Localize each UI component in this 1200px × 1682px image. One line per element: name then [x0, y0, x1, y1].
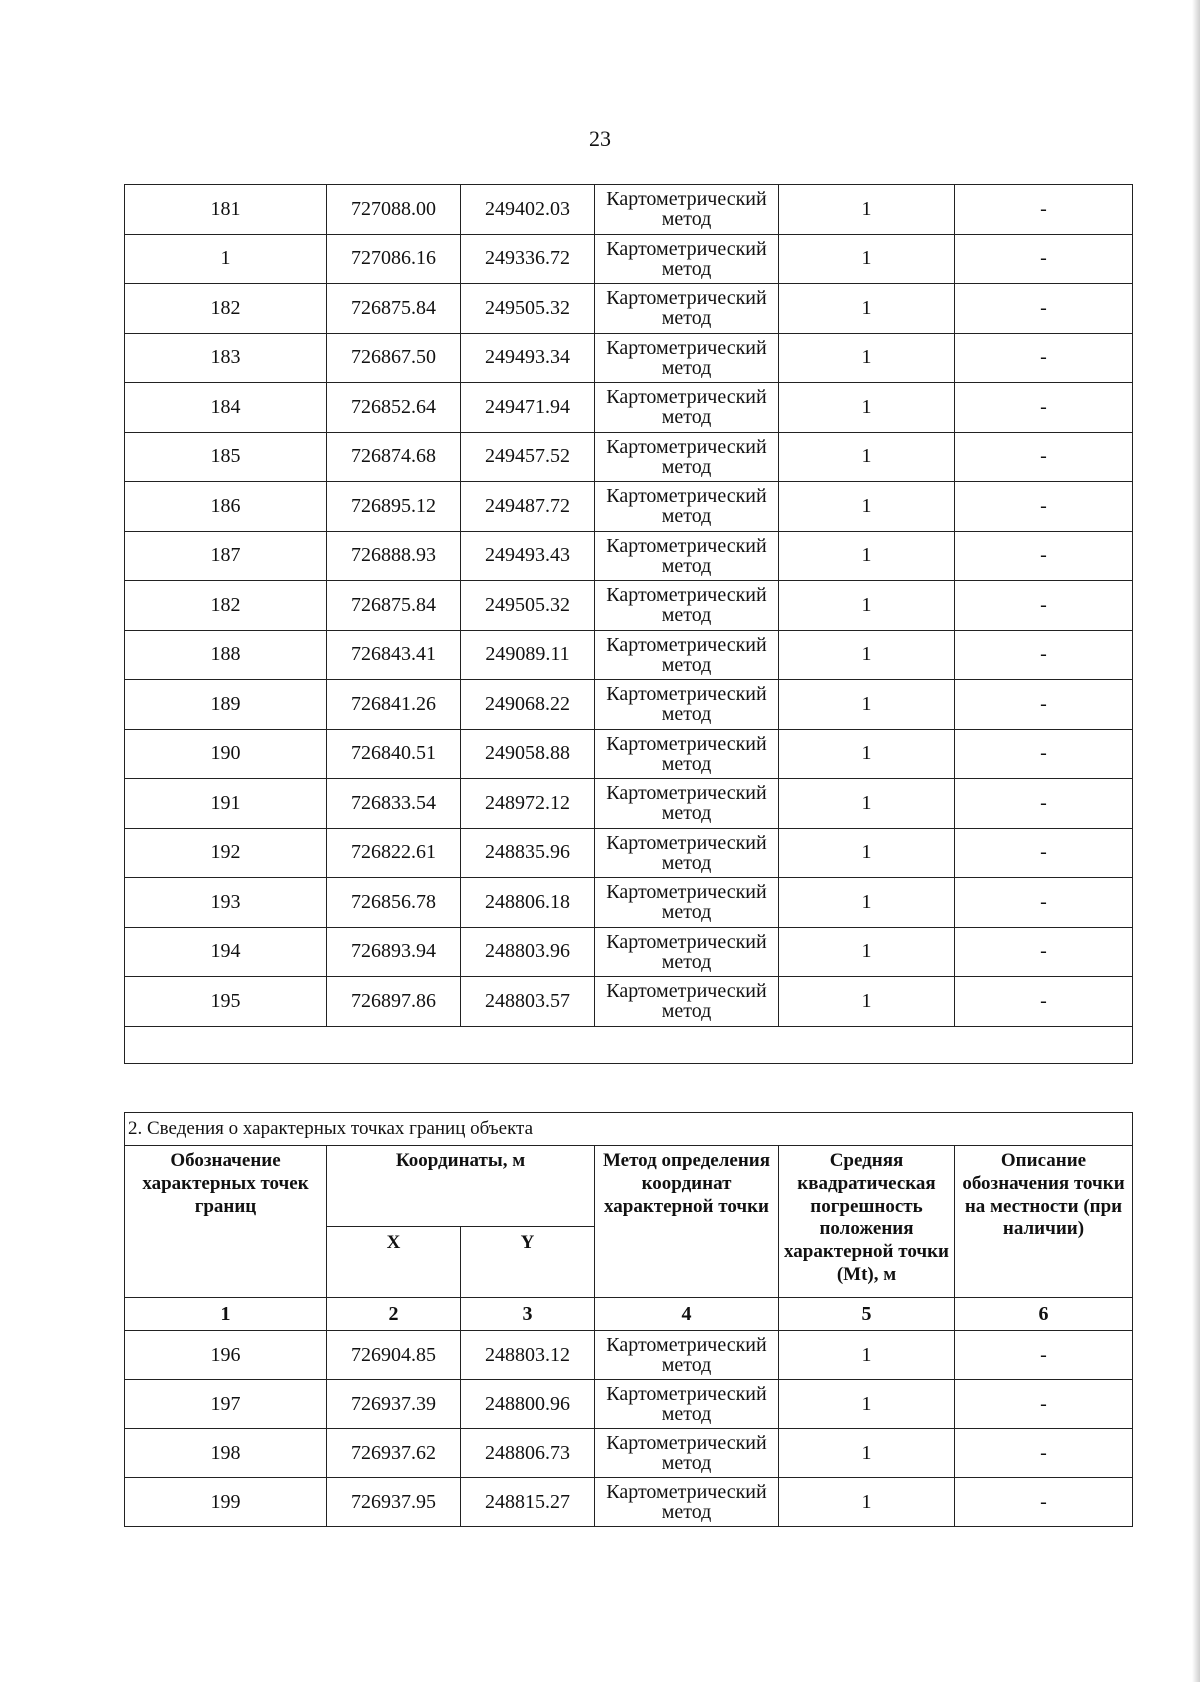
cell-x: 726843.41	[327, 630, 461, 680]
table-caption: 2. Сведения о характерных точках границ объекта	[125, 1113, 1133, 1146]
cell-description: -	[955, 680, 1133, 730]
cell-point: 196	[125, 1331, 327, 1380]
cell-x: 726937.39	[327, 1380, 461, 1429]
cell-mt: 1	[779, 531, 955, 581]
cell-method: Картометрический метод	[595, 284, 779, 334]
cell-method: Картометрический метод	[595, 828, 779, 878]
cell-method: Картометрический метод	[595, 581, 779, 631]
cell-y: 248803.96	[461, 927, 595, 977]
cell-description: -	[955, 581, 1133, 631]
cell-x: 726875.84	[327, 581, 461, 631]
table-row	[125, 680, 1133, 730]
table1-body	[125, 185, 1133, 1064]
cell-y: 249058.88	[461, 729, 595, 779]
header-coordinates: Координаты, м	[327, 1146, 595, 1227]
header-x: X	[327, 1227, 461, 1298]
table-row	[125, 729, 1133, 779]
column-number: 3	[461, 1298, 595, 1331]
column-number: 5	[779, 1298, 955, 1331]
cell-y: 248972.12	[461, 779, 595, 829]
cell-description: -	[955, 482, 1133, 532]
cell-description: -	[955, 1429, 1133, 1478]
cell-mt: 1	[779, 1331, 955, 1380]
cell-description: -	[955, 878, 1133, 928]
cell-y: 248803.12	[461, 1331, 595, 1380]
cell-y: 248806.18	[461, 878, 595, 928]
cell-mt: 1	[779, 234, 955, 284]
table-row	[125, 977, 1133, 1027]
cell-point: 181	[125, 185, 327, 235]
boundary-points-table	[124, 1112, 1133, 1527]
cell-x: 726888.93	[327, 531, 461, 581]
boundary-points-table-continued	[124, 184, 1133, 1064]
column-numbers-row	[125, 1298, 1133, 1331]
cell-mt: 1	[779, 333, 955, 383]
cell-y: 249457.52	[461, 432, 595, 482]
cell-point: 190	[125, 729, 327, 779]
table-row	[125, 432, 1133, 482]
cell-point: 186	[125, 482, 327, 532]
cell-y: 249402.03	[461, 185, 595, 235]
table-row	[125, 383, 1133, 433]
cell-description: -	[955, 1331, 1133, 1380]
cell-y: 248800.96	[461, 1380, 595, 1429]
cell-point: 197	[125, 1380, 327, 1429]
cell-point: 187	[125, 531, 327, 581]
header-method: Метод определения координат характерной точки	[595, 1146, 779, 1298]
table-row	[125, 779, 1133, 829]
column-number: 6	[955, 1298, 1133, 1331]
table-row	[125, 531, 1133, 581]
cell-mt: 1	[779, 828, 955, 878]
cell-x: 726841.26	[327, 680, 461, 730]
cell-x: 726937.62	[327, 1429, 461, 1478]
cell-point: 198	[125, 1429, 327, 1478]
column-number: 4	[595, 1298, 779, 1331]
table-caption-row	[125, 1113, 1133, 1146]
cell-point: 185	[125, 432, 327, 482]
cell-method: Картометрический метод	[595, 729, 779, 779]
cell-description: -	[955, 779, 1133, 829]
cell-point: 182	[125, 284, 327, 334]
cell-description: -	[955, 729, 1133, 779]
cell-x: 726840.51	[327, 729, 461, 779]
cell-y: 249089.11	[461, 630, 595, 680]
cell-y: 248835.96	[461, 828, 595, 878]
column-number: 2	[327, 1298, 461, 1331]
table-row	[125, 234, 1133, 284]
cell-x: 726867.50	[327, 333, 461, 383]
header-y: Y	[461, 1227, 595, 1298]
header-description: Описание обозначения точки на местности (при наличии)	[955, 1146, 1133, 1298]
cell-x: 727086.16	[327, 234, 461, 284]
page-number: 23	[589, 126, 611, 151]
cell-x: 726904.85	[327, 1331, 461, 1380]
scan-edge-shadow	[1192, 0, 1200, 1682]
cell-point: 189	[125, 680, 327, 730]
cell-mt: 1	[779, 581, 955, 631]
table-row	[125, 333, 1133, 383]
cell-y: 249471.94	[461, 383, 595, 433]
cell-y: 248803.57	[461, 977, 595, 1027]
cell-description: -	[955, 1380, 1133, 1429]
cell-description: -	[955, 630, 1133, 680]
cell-y: 249068.22	[461, 680, 595, 730]
table-row	[125, 1331, 1133, 1380]
header-point: Обозначение характерных точек границ	[125, 1146, 327, 1298]
cell-method: Картометрический метод	[595, 1380, 779, 1429]
cell-y: 249493.43	[461, 531, 595, 581]
cell-method: Картометрический метод	[595, 432, 779, 482]
cell-point: 195	[125, 977, 327, 1027]
header-row	[125, 1146, 1133, 1227]
cell-description: -	[955, 977, 1133, 1027]
cell-method: Картометрический метод	[595, 927, 779, 977]
table-row	[125, 284, 1133, 334]
cell-method: Картометрический метод	[595, 234, 779, 284]
cell-mt: 1	[779, 284, 955, 334]
cell-mt: 1	[779, 729, 955, 779]
cell-mt: 1	[779, 779, 955, 829]
cell-description: -	[955, 234, 1133, 284]
cell-point: 182	[125, 581, 327, 631]
cell-mt: 1	[779, 630, 955, 680]
cell-x: 727088.00	[327, 185, 461, 235]
cell-method: Картометрический метод	[595, 1478, 779, 1527]
cell-method: Картометрический метод	[595, 680, 779, 730]
cell-point: 194	[125, 927, 327, 977]
cell-mt: 1	[779, 927, 955, 977]
cell-y: 249336.72	[461, 234, 595, 284]
cell-mt: 1	[779, 878, 955, 928]
cell-point: 188	[125, 630, 327, 680]
table-row	[125, 482, 1133, 532]
cell-method: Картометрический метод	[595, 1331, 779, 1380]
column-number: 1	[125, 1298, 327, 1331]
table-row	[125, 630, 1133, 680]
cell-x: 726893.94	[327, 927, 461, 977]
cell-x: 726852.64	[327, 383, 461, 433]
header-mt: Средняя квадратическая погрешность положения характерной точки (Mt), м	[779, 1146, 955, 1298]
cell-point: 199	[125, 1478, 327, 1527]
cell-mt: 1	[779, 680, 955, 730]
cell-mt: 1	[779, 1429, 955, 1478]
cell-description: -	[955, 432, 1133, 482]
cell-method: Картометрический метод	[595, 977, 779, 1027]
cell-mt: 1	[779, 383, 955, 433]
cell-mt: 1	[779, 977, 955, 1027]
cell-x: 726895.12	[327, 482, 461, 532]
table-row	[125, 1478, 1133, 1527]
cell-description: -	[955, 185, 1133, 235]
cell-method: Картометрический метод	[595, 333, 779, 383]
cell-point: 191	[125, 779, 327, 829]
cell-method: Картометрический метод	[595, 779, 779, 829]
cell-y: 249505.32	[461, 284, 595, 334]
table-row	[125, 185, 1133, 235]
cell-x: 726833.54	[327, 779, 461, 829]
cell-description: -	[955, 383, 1133, 433]
cell-point: 193	[125, 878, 327, 928]
cell-x: 726875.84	[327, 284, 461, 334]
cell-method: Картометрический метод	[595, 531, 779, 581]
empty-cell	[125, 1026, 1133, 1063]
table-row	[125, 878, 1133, 928]
cell-method: Картометрический метод	[595, 630, 779, 680]
cell-point: 192	[125, 828, 327, 878]
cell-x: 726937.95	[327, 1478, 461, 1527]
cell-point: 184	[125, 383, 327, 433]
cell-method: Картометрический метод	[595, 185, 779, 235]
table2-body	[125, 1113, 1133, 1527]
cell-x: 726822.61	[327, 828, 461, 878]
cell-mt: 1	[779, 185, 955, 235]
empty-row	[125, 1026, 1133, 1063]
table-row	[125, 1429, 1133, 1478]
cell-description: -	[955, 1478, 1133, 1527]
cell-y: 248815.27	[461, 1478, 595, 1527]
cell-point: 183	[125, 333, 327, 383]
table-row	[125, 828, 1133, 878]
cell-x: 726874.68	[327, 432, 461, 482]
cell-point: 1	[125, 234, 327, 284]
cell-mt: 1	[779, 482, 955, 532]
table-row	[125, 1380, 1133, 1429]
cell-description: -	[955, 531, 1133, 581]
cell-description: -	[955, 828, 1133, 878]
cell-y: 248806.73	[461, 1429, 595, 1478]
cell-mt: 1	[779, 432, 955, 482]
table-row	[125, 581, 1133, 631]
table-row	[125, 927, 1133, 977]
cell-x: 726897.86	[327, 977, 461, 1027]
cell-description: -	[955, 333, 1133, 383]
cell-method: Картометрический метод	[595, 383, 779, 433]
cell-y: 249493.34	[461, 333, 595, 383]
cell-method: Картометрический метод	[595, 1429, 779, 1478]
cell-method: Картометрический метод	[595, 482, 779, 532]
cell-description: -	[955, 927, 1133, 977]
cell-mt: 1	[779, 1478, 955, 1527]
cell-y: 249487.72	[461, 482, 595, 532]
cell-method: Картометрический метод	[595, 878, 779, 928]
cell-description: -	[955, 284, 1133, 334]
cell-y: 249505.32	[461, 581, 595, 631]
cell-x: 726856.78	[327, 878, 461, 928]
cell-mt: 1	[779, 1380, 955, 1429]
